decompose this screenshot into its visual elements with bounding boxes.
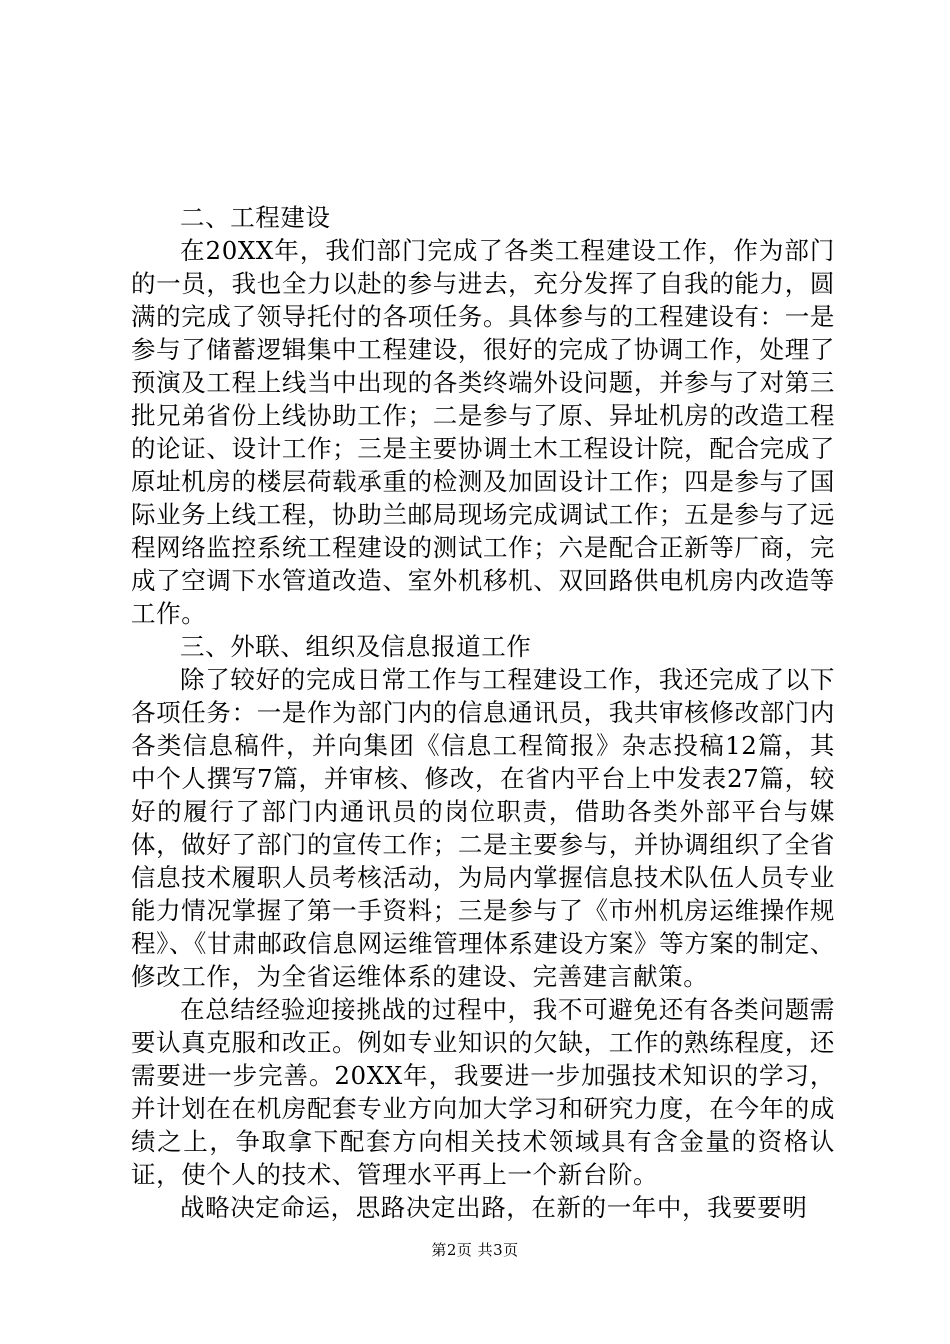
paragraph-summary: 在总结经验迎接挑战的过程中，我不可避免还有各类问题需要认真克服和改正。例如专业知识的欠缺，工作的熟练程度，还需要进一步完善。20XX年，我要进一步加强技术知识的学习，并计划在在机房配套专业方向加大学习和研究力度，在今年的成绩之上，争取拿下配套方向相关技术领域具有含金量的资格认证，使个人的技术、管理水平再上一个新台阶。: [131, 995, 835, 1189]
section-heading-outreach: 三、外联、组织及信息报道工作: [180, 632, 532, 661]
paragraph-outreach: 除了较好的完成日常工作与工程建设工作，我还完成了以下各项任务：一是作为部门内的信息通讯员，我共审核修改部门内各类信息稿件，并向集团《信息工程简报》杂志投稿12篇，其中个人撰写7篇，并审核、修改，在省内平台上中发表27篇，较好的履行了部门内通讯员的岗位职责，借助各类外部平台与媒体，做好了部门的宣传工作；二是主要参与，并协调组织了全省信息技术履职人员考核活动，为局内掌握信息技术队伍人员专业能力情况掌握了第一手资料；三是参与了《市州机房运维操作规程》、《甘肃邮政信息网运维管理体系建设方案》等方案的制定、修改工作，为全省运维体系的建设、完善建言献策。: [131, 665, 835, 991]
paragraph-engineering: 在20XX年，我们部门完成了各类工程建设工作，作为部门的一员，我也全力以赴的参与进去，充分发挥了自我的能力，圆满的完成了领导托付的各项任务。具体参与的工程建设有：一是参与了储蓄逻辑集中工程建设，很好的完成了协调工作，处理了预演及工程上线当中出现的各类终端外设问题，并参与了对第三批兄弟省份上线协助工作；二是参与了原、异址机房的改造工程的论证、设计工作；三是主要协调土木工程设计院，配合完成了原址机房的楼层荷载承重的检测及加固设计工作；四是参与了国际业务上线工程，协助兰邮局现场完成调试工作；五是参与了远程网络监控系统工程建设的测试工作；六是配合正新等厂商，完成了空调下水管道改造、室外机移机、双回路供电机房内改造等工作。: [131, 236, 835, 628]
section-heading-engineering: 二、工程建设: [180, 203, 331, 232]
page-footer: 第2页 共3页: [431, 1241, 519, 1259]
paragraph-strategy: 战略决定命运，思路决定出路，在新的一年中，我要要明: [180, 1193, 808, 1222]
document-body: [131, 201, 835, 1224]
